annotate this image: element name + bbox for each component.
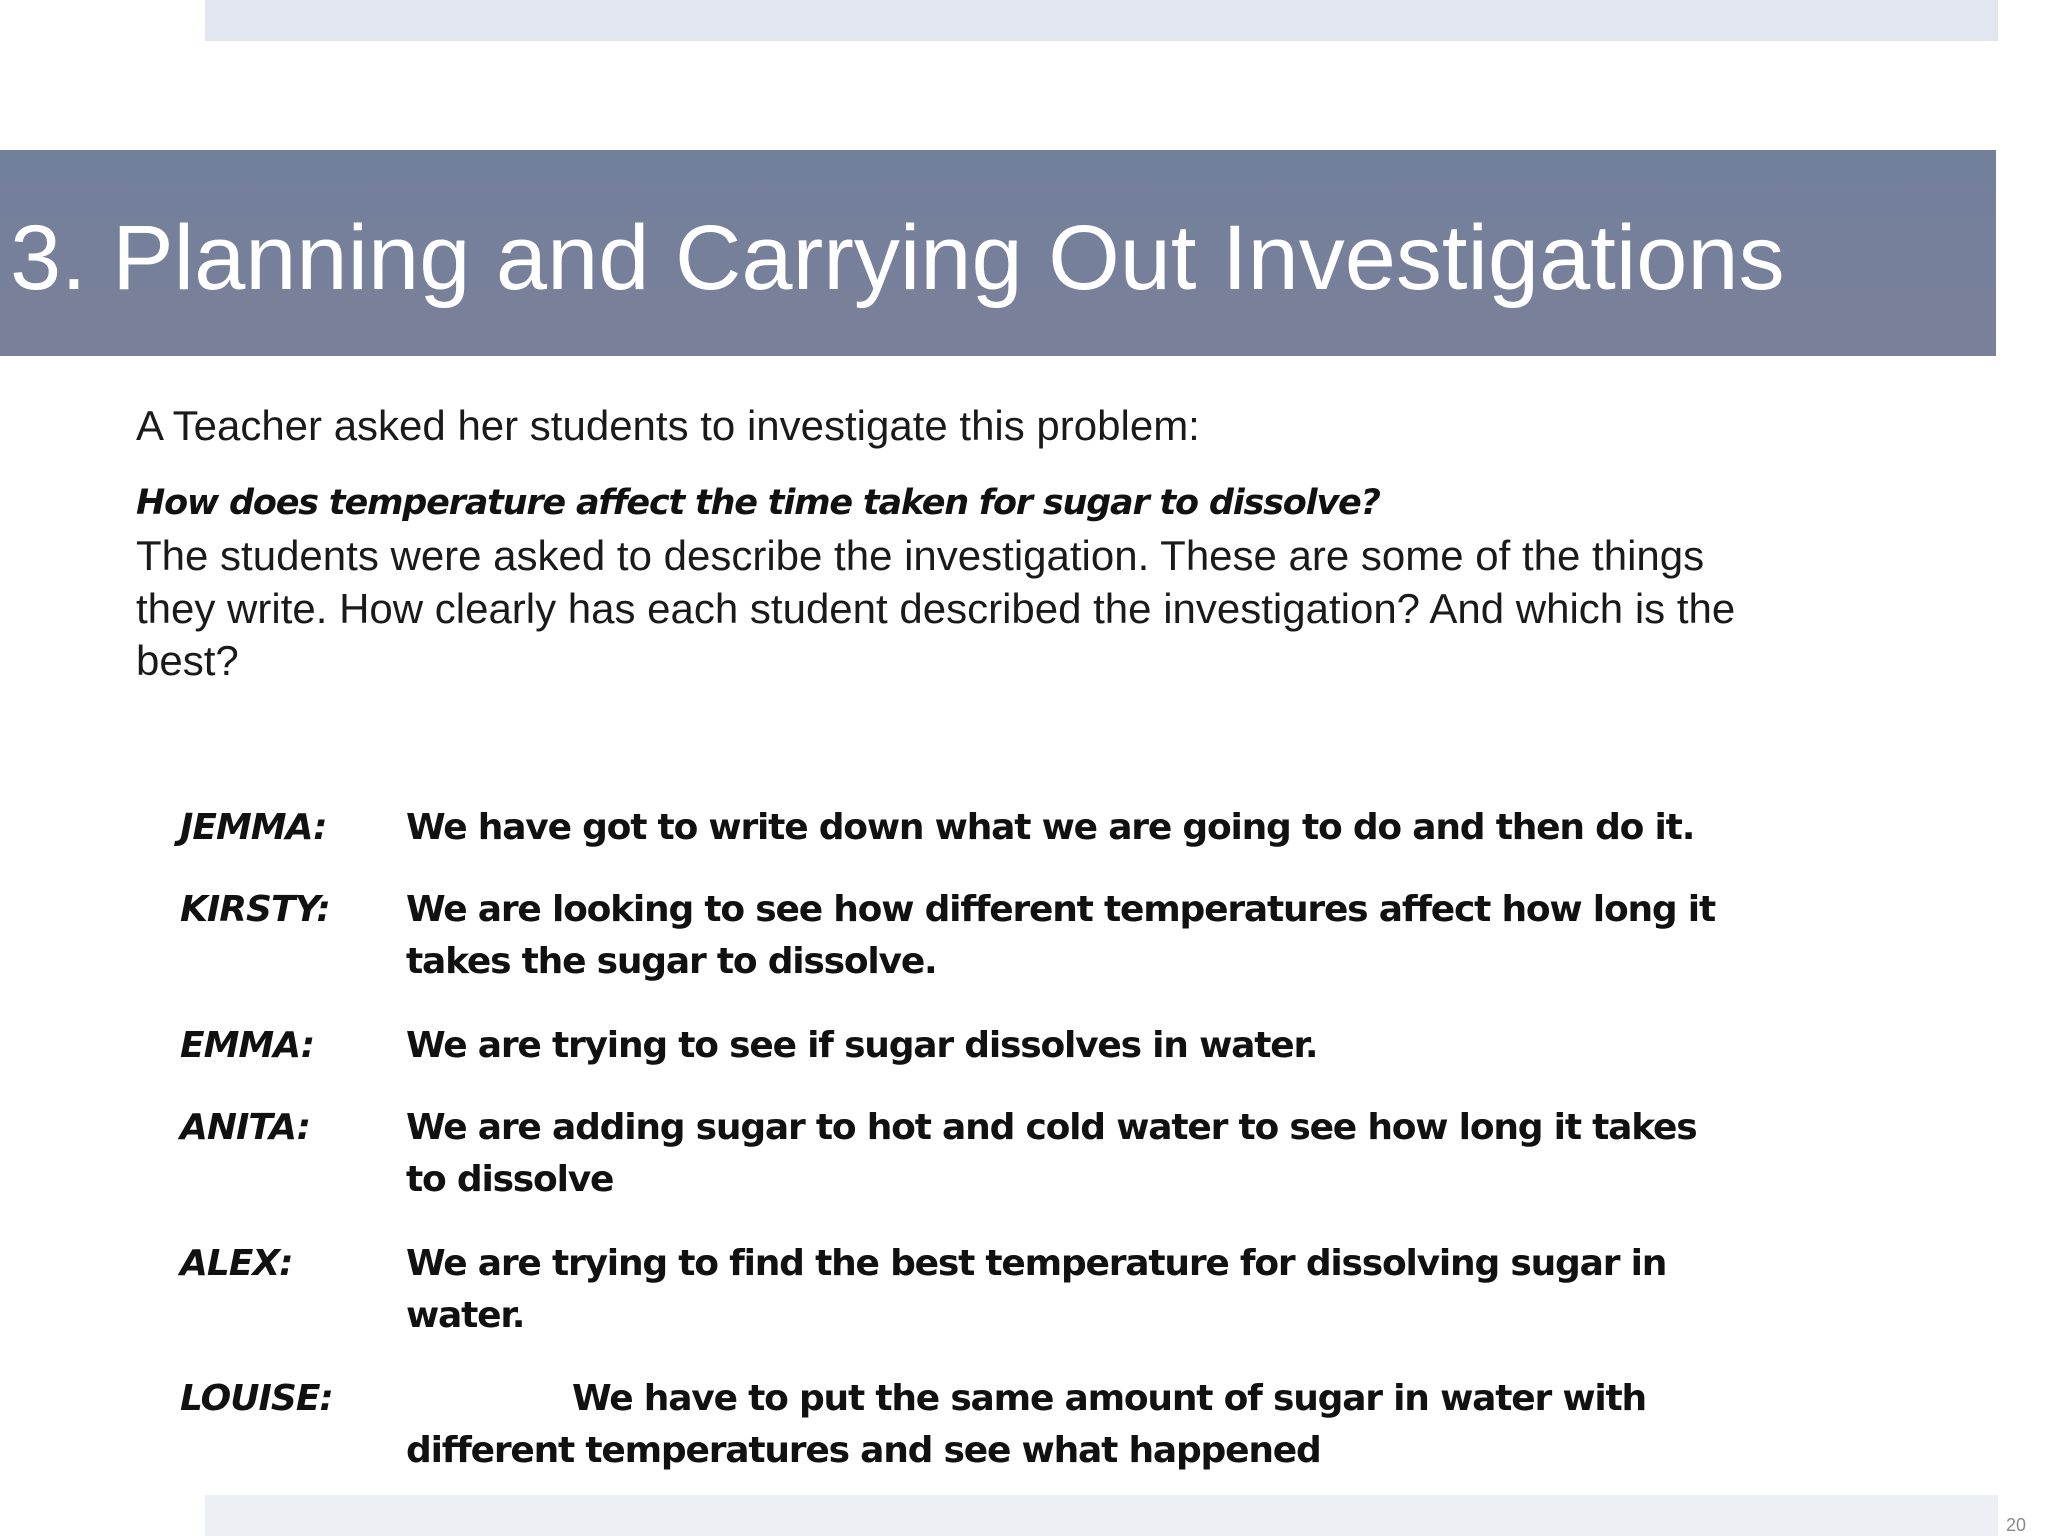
speaker-name: EMMA: bbox=[180, 1025, 315, 1066]
investigation-question: How does temperature affect the time taken for sugar to dissolve? bbox=[136, 483, 1380, 523]
footer-strip bbox=[205, 1495, 1998, 1536]
speaker-name: ANITA: bbox=[180, 1107, 311, 1148]
slide-number: 20 bbox=[2006, 1515, 2027, 1535]
speaker-name: KIRSTY: bbox=[180, 889, 330, 930]
speaker-name: ALEX: bbox=[180, 1243, 293, 1284]
speaker-statement: We have got to write down what we are going to do and then do it. bbox=[406, 807, 1695, 848]
speaker-statement: We are looking to see how different temperatures affect how long it takes the sugar to dissolve. bbox=[406, 889, 1715, 982]
speaker-statement: We are adding sugar to hot and cold water to see how long it takes to dissolve bbox=[406, 1107, 1697, 1200]
header-strip bbox=[205, 0, 1998, 41]
speaker-statement: We are trying to find the best temperature for dissolving sugar in water. bbox=[406, 1243, 1667, 1336]
intro-text: A Teacher asked her students to investigate this problem: bbox=[136, 402, 1200, 449]
speaker-statement: We have to put the same amount of sugar in water with different temperatures and see what happened bbox=[406, 1378, 1646, 1471]
speaker-name: JEMMA: bbox=[180, 807, 327, 848]
slide-title: 3. Planning and Carrying Out Investigations bbox=[10, 207, 1785, 309]
speaker-statement: We are trying to see if sugar dissolves in water. bbox=[406, 1025, 1318, 1066]
speaker-name: LOUISE: bbox=[180, 1378, 333, 1419]
task-description: The students were asked to describe the investigation. These are some of the things they write. How clearly has each student described the investigation? And which is the best? bbox=[136, 532, 1736, 684]
